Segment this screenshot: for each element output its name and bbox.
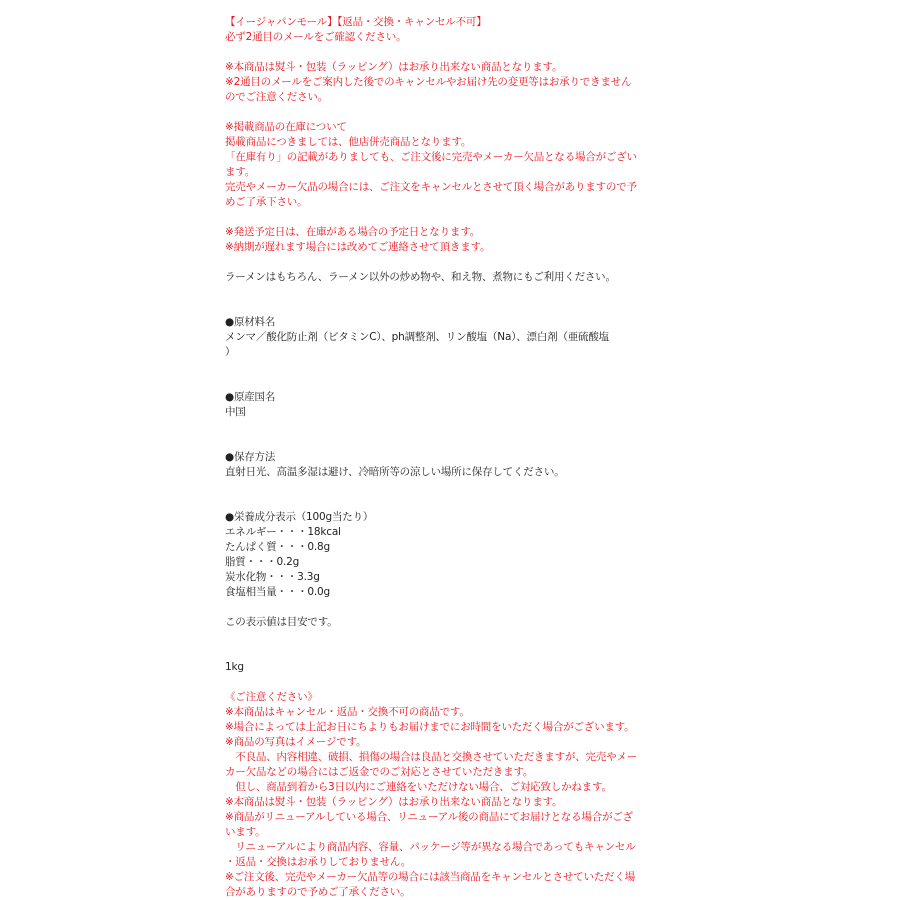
spacer xyxy=(225,360,645,375)
spacer xyxy=(225,495,645,510)
caution-line: ・返品・交換はお承りしておりません。 xyxy=(225,856,412,868)
ingredients-text: ） xyxy=(225,346,236,358)
caution-line: ※商品の写真はイメージです。 xyxy=(225,736,367,748)
origin-value: 中国 xyxy=(225,406,246,418)
spacer xyxy=(225,300,645,315)
storage-section xyxy=(225,450,645,480)
caution-line: 不良品、内容相違、破損、損傷の場合は良品と交換させていただきますが、完売やメー xyxy=(225,751,637,763)
nutrition-item-fat: 脂質・・・0.2g xyxy=(225,556,300,568)
spacer xyxy=(225,675,645,690)
spacer xyxy=(225,630,645,645)
storage-value: 直射日光、高温多湿は避け、冷暗所等の涼しい場所に保存してください。 xyxy=(225,466,565,478)
wrapping-notice-line: ※本商品は熨斗・包装（ラッピング）はお承り出来ない商品となります。 xyxy=(225,61,563,73)
nutrition-section xyxy=(225,510,645,630)
stock-notice-line: めご了承下さい。 xyxy=(225,196,308,208)
nutrition-item-carbohydrate: 炭水化物・・・3.3g xyxy=(225,571,320,583)
nutrition-footnote: この表示値は目安です。 xyxy=(225,616,338,628)
shipping-notice-line: ※納期が遅れます場合には改めてご連絡させて頂きます。 xyxy=(225,241,491,253)
nutrition-item-energy: エネルギー・・・18kcal xyxy=(225,526,341,538)
caution-heading: 《ご注意ください》 xyxy=(225,691,318,703)
ingredients-section xyxy=(225,315,645,360)
ingredients-text: メンマ／酸化防止剤（ビタミンC）、ph調整剤、リン酸塩（Na）、漂白剤（亜硫酸塩 xyxy=(225,331,609,343)
spacer xyxy=(225,420,645,435)
caution-line: 但し、商品到着から3日以内にご連絡をいただけない場合、ご対応致しかねます。 xyxy=(225,781,612,793)
shipping-notice-line: ※発送予定日は、在庫がある場合の予定日となります。 xyxy=(225,226,480,238)
stock-notice xyxy=(225,120,645,210)
storage-heading: ●保存方法 xyxy=(225,451,276,463)
stock-notice-line: 掲載商品につきましては、他店併売商品となります。 xyxy=(225,136,472,148)
spacer xyxy=(225,375,645,390)
caution-line: ※ご注文後、完売やメーカー欠品等の場合には該当商品をキャンセルとさせていただく場 xyxy=(225,871,636,883)
caution-line: リニューアルにより商品内容、容量、パッケージ等が異なる場合であってもキャンセル xyxy=(225,841,636,853)
check-second-email-note: 必ず2通目のメールをご確認ください。 xyxy=(225,31,407,43)
nutrition-item-protein: たんぱく質・・・0.8g xyxy=(225,541,330,553)
nutrition-heading: ●栄養成分表示（100g当たり） xyxy=(225,511,374,523)
wrapping-notice-line: のでご注意ください。 xyxy=(225,91,328,103)
origin-section xyxy=(225,390,645,420)
shipping-notice xyxy=(225,225,645,255)
spacer xyxy=(225,435,645,450)
stock-notice-heading: ※掲載商品の在庫について xyxy=(225,121,347,133)
origin-heading: ●原産国名 xyxy=(225,391,276,403)
caution-line: カー欠品などの場合にはご返金でのご対応とさせていただきます。 xyxy=(225,766,534,778)
caution-line: います。 xyxy=(225,826,266,838)
product-weight: 1kg xyxy=(225,661,244,673)
spacer xyxy=(225,480,645,495)
wrapping-notice-line: ※2通目のメールをご案内した後でのキャンセルやお届け先の変更等はお承りできません xyxy=(225,76,632,88)
spacer xyxy=(225,105,645,120)
caution-line: ※場合によっては上記お日にちよりもお届けまでにお時間をいただく場合がございます。 xyxy=(225,721,635,733)
shop-return-policy-title: 【イージャパンモール】【返品・交換・キャンセル不可】 xyxy=(225,16,487,28)
spacer xyxy=(225,45,645,60)
spacer xyxy=(225,255,645,270)
stock-notice-line: 「在庫有り」の記載がありましても、ご注文後に完売やメーカー欠品となる場合がござい xyxy=(225,151,637,163)
header-notice xyxy=(225,15,645,45)
spacer xyxy=(225,600,645,615)
stock-notice-line: 完売やメーカー欠品の場合には、ご注文をキャンセルとさせて頂く場合がありますので予 xyxy=(225,181,637,193)
ingredients-heading: ●原材料名 xyxy=(225,316,276,328)
caution-line: ※本商品は熨斗・包装（ラッピング）はお承り出来ない商品となります。 xyxy=(225,796,563,808)
caution-section xyxy=(225,690,645,900)
stock-notice-line: ます。 xyxy=(225,166,256,178)
caution-line: 合がありますので予めご了承ください。 xyxy=(225,886,411,898)
nutrition-item-salt: 食塩相当量・・・0.0g xyxy=(225,586,330,598)
spacer xyxy=(225,645,645,660)
caution-line: ※商品がリニューアルしている場合、リニューアル後の商品にてお届けとなる場合がござ xyxy=(225,811,633,823)
product-description xyxy=(225,15,645,900)
wrapping-notice xyxy=(225,60,645,105)
spacer xyxy=(225,210,645,225)
caution-line: ※本商品はキャンセル・返品・交換不可の商品です。 xyxy=(225,706,470,718)
product-usage-description: ラーメンはもちろん、ラーメン以外の炒め物や、和え物、煮物にもご利用ください。 xyxy=(225,271,616,283)
spacer xyxy=(225,285,645,300)
